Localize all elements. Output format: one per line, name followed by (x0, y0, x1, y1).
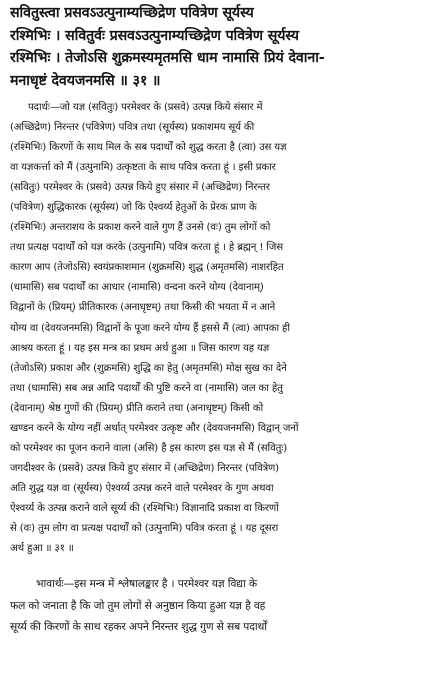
padartha-line: (रश्मिभिः) अन्तराशय के प्रकाश करने वाले गुण हैं उनसे (वः) तुम लोगों को (10, 222, 271, 234)
padartha-line: खण्डन करने के योग्य नहीं अर्थात् परमेश्वर उत्कृष्ट और (देवयजनमसि) विद्वान् जनों (10, 422, 299, 434)
bhavartha-section (10, 573, 429, 638)
padartha-line: योग्य वा (देवयजनमसि) विद्वानों के पूजा करने योग्य हैं इससे मैं (त्वा) आपका ही (10, 322, 290, 334)
padartha-line: (देवानाम्) श्रेष्ठ गुणों की (प्रियम्) प्रीति कराने तथा (अनाधृष्टम्) किसी को (10, 402, 264, 414)
verse-line: सवितुस्त्वा प्रसवऽउत्पुनाम्यच्छिद्रेण पवित्रेण सूर्यस्य (10, 5, 254, 21)
verse-line: रश्मिभिः । तेजोऽसि शुक्रमस्यमृतमसि धाम नामासि प्रियं देवाना- (10, 50, 325, 66)
padartha-line: (पवित्रेण) शुद्धिकारक (सूर्यस्य) जो कि ऐश्वर्य्य हेतुओं के प्रेरक प्राण के (10, 202, 257, 214)
padartha-line: विद्वानों के (प्रियम्) प्रीतिकारक (अनाधृष्टम्) तथा किसी की भयता में न आने (10, 302, 276, 314)
padartha-line: अति शुद्ध यज्ञ वा (सूर्यस्य) ऐश्वर्य्य उत्पन्न करने वाले परमेश्वर के गुण अथवा (10, 482, 274, 494)
padartha-line: ऐश्वर्य्य के उत्पन्न कराने वाले सूर्य्य की (रश्मिभिः) विज्ञानादि प्रकाश वा किरणों (10, 502, 279, 514)
padartha-line: कारण आप (तेजोऽसि) स्वयंप्रकाशमान (शुक्रमसि) शुद्ध (अमृतमसि) नाशरहित (10, 262, 284, 274)
padartha-section (10, 98, 429, 559)
padartha-line: वा यज्ञकर्त्ता को मैं (उत्पुनामि) उत्कृष्टता के साथ पवित्र करता हूं । इसी प्रकार (10, 162, 276, 174)
padartha-line: तथा प्रत्यक्ष पदार्थों को यज्ञ करके (उत्पुनामि) पवित्र करता हूं । हे ब्रह्मन् ! जिस (10, 242, 283, 254)
padartha-line: से (वः) तुम लोग वा प्रत्यक्ष पदार्थों को (उत्पुनामि) पवित्र करता हूं । यह दूसरा (10, 522, 279, 534)
bhavartha-line: फल को जनाता है कि जो तुम लोगों से अनुष्ठान किया हुआ यज्ञ है वह (10, 598, 266, 612)
verse-line: मनाधृष्टं देवयजनमसि ॥ ३१ ॥ (10, 72, 161, 89)
padartha-line: (रश्मिभिः) किरणों के साथ मिल के सब पदार्थों को शुद्ध करता है (त्वा) उस यज्ञ (10, 142, 287, 154)
padartha-line: को परमेश्वर का पूजन कराने वाला (असि) है इस कारण इस यज्ञ से मैं (सवितुः) (10, 442, 288, 454)
padartha-line: आश्रय करता हूं । यह इस मन्त्र का प्रथम अर्थ हुआ ॥ जिस कारण यह यज्ञ (10, 342, 270, 354)
padartha-line: (तेजोऽसि) प्रकाश और (शुक्रमसि) शुद्धि का हेतु (अमृतमसि) मोक्ष सुख का देने (10, 362, 287, 374)
padartha-line: (अच्छिद्रेण) निरन्तर (पवित्रेण) पवित्र तथा (सूर्यस्य) प्रकाशमय सूर्य की (10, 122, 255, 134)
verse-line: रश्मिभिः । सवितुर्वः प्रसवऽउत्पुनाम्यच्छिद्रेण पवित्रेण सूर्यस्य (10, 27, 299, 44)
bhavartha-line: सूर्य्य की किरणों के साथ रहकर अपने निरन्तर शुद्ध गुण से सब पदार्थों (10, 620, 267, 634)
padartha-line: पदार्थः—जो यज्ञ (सवितुः) परमेश्वर के (प्रसवे) उत्पन्न किये संसार में (28, 102, 263, 113)
padartha-line: अर्थ हुआ ॥ ३१ ॥ (10, 543, 74, 555)
padartha-line: जगदीश्वर के (प्रसवे) उत्पन्न किये हुए संसार में (अच्छिद्रेण) निरन्तर (पवित्रेण) (10, 462, 279, 474)
padartha-line: (सवितुः) परमेश्वर के (प्रसवे) उत्पन्न किये हुए संसार में (अच्छिद्रेण) निरन्तर (10, 182, 270, 194)
padartha-line: (धामासि) सब पदार्थों का आधार (नामासि) वन्दना करने योग्य (देवानाम्) (10, 282, 264, 294)
mantra-verse (10, 2, 429, 92)
bhavartha-line: भावार्थः—इस मन्त्र में श्लेषालङ्कार है । परमेश्वर यज्ञ विद्या के (36, 577, 257, 591)
padartha-line: तथा (धामासि) सब अन्न आदि पदार्थों की पुष्टि करने वा (नामासि) जल का हेतु (10, 382, 283, 394)
